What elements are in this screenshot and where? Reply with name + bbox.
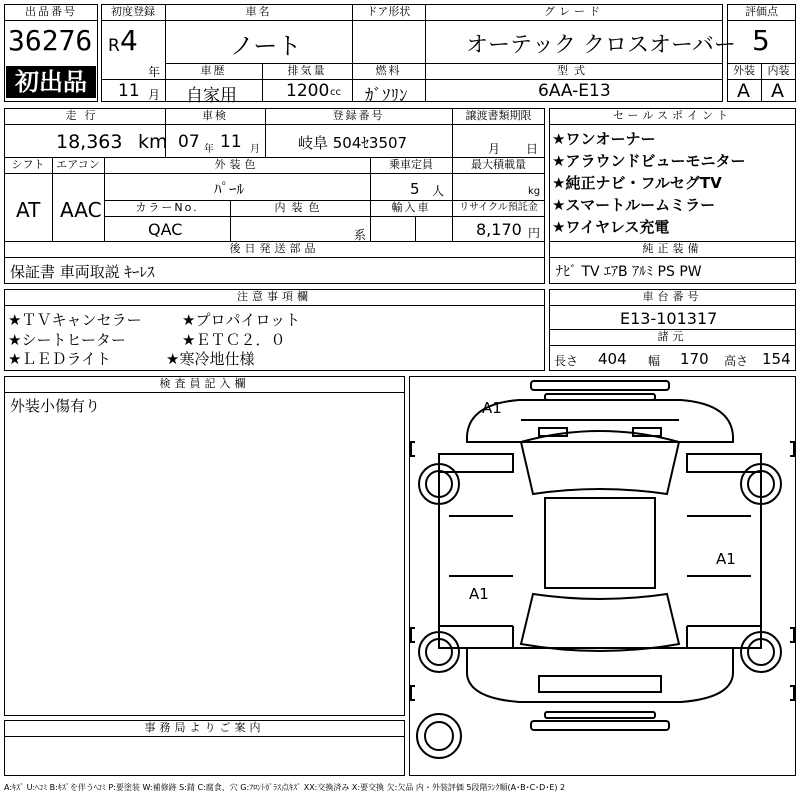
inspect-month: 11: [220, 132, 242, 152]
later-items: 保証書 車両取説 ｷｰﾚｽ: [10, 263, 155, 281]
lot-number: 36276: [8, 24, 93, 57]
name-header: 車名: [245, 5, 272, 18]
model: 6AA-E13: [538, 81, 611, 101]
sales-point-1: ★ワンオーナー: [552, 130, 656, 148]
load-unit: kg: [528, 186, 541, 197]
colorno-header: カラーNo.: [135, 201, 199, 214]
displacement: 1200: [286, 81, 330, 101]
length: 404: [598, 350, 627, 368]
damage-mark-right: A1: [716, 550, 736, 568]
shift: AT: [16, 198, 41, 222]
equip-header: 純正装備: [642, 242, 703, 255]
notes-header: 注意事項欄: [237, 290, 312, 303]
disp-header: 排気量: [287, 64, 327, 77]
lot-header: 出品番号: [25, 5, 77, 18]
inspect-header: 車検: [202, 109, 228, 122]
inspector-comment: 外装小傷有り: [10, 397, 101, 415]
transfer-month-unit: 月: [488, 142, 501, 156]
color: ﾊﾟｰﾙ: [214, 180, 245, 198]
transfer-header: 譲渡書類期限: [465, 109, 532, 122]
car-name: ノート: [230, 32, 302, 60]
ext-grade: A: [737, 80, 750, 102]
legend: A:ｷｽﾞ U:ﾍｺﾐ B:ｷｽﾞを伴うﾍｺﾐ P:要塗装 W:補修跡 S:錆 C:腐食、穴 G:ﾌﾛﾝﾄｶﾞﾗｽ点ｷｽﾞ XX:交換済み X:要交換 欠:欠品 内・外装評価 5段階ﾗﾝｸ順(A･B･C･D･E) 2: [4, 783, 566, 792]
inspector-box: [4, 376, 405, 716]
note-2a: ★シートヒーター: [8, 331, 126, 349]
note-1a: ★ＴＶキャンセラー: [8, 311, 142, 329]
note-3b: ★寒冷地仕様: [166, 350, 255, 368]
int-grade: A: [771, 80, 784, 102]
color-header: 外装色: [214, 158, 260, 171]
length-label: 長さ: [554, 354, 579, 368]
seats-header: 乗車定員: [389, 158, 433, 171]
shift-header: シフト: [11, 158, 45, 171]
sales-point-4: ★スマートルームミラー: [552, 196, 716, 214]
recycle-header: リサイクル預託金: [459, 202, 538, 213]
history: 自家用: [186, 86, 237, 106]
disp-unit: cc: [330, 87, 341, 98]
first-listing-badge: 初出品: [6, 66, 96, 98]
transfer-day-unit: 日: [526, 142, 539, 156]
sales-point-3: ★純正ナビ・フルセグTV: [552, 174, 722, 192]
reg-number: 岐阜 504ｾ3507: [298, 134, 408, 152]
reg-header: 登録番号: [332, 109, 385, 122]
intcolor-unit: 系: [354, 228, 367, 242]
inspect-year: 07: [178, 132, 200, 152]
ac: AAC: [60, 198, 102, 222]
fuel-header: 燃料: [375, 64, 402, 77]
mileage: 18,363: [56, 131, 123, 153]
recycle-unit: 円: [528, 226, 541, 240]
car-diagram: [409, 376, 796, 776]
score-header: 評価点: [745, 5, 778, 18]
later-header: 後日発送部品: [229, 242, 320, 255]
import-header: 輸入車: [391, 201, 431, 214]
intcolor-header: 内装色: [274, 201, 326, 214]
ac-header: エアコン: [56, 158, 100, 171]
note-2b: ★ＥＴＣ２．０: [182, 331, 286, 349]
history-header: 車歴: [200, 64, 227, 77]
sales-point-5: ★ワイヤレス充電: [552, 218, 670, 236]
mileage-unit: km: [138, 131, 168, 153]
width-label: 幅: [648, 354, 661, 368]
score: 5: [752, 24, 770, 57]
reg-month-unit: 月: [148, 88, 161, 102]
load-header: 最大積載量: [471, 158, 526, 171]
note-3a: ★ＬＥＤライト: [8, 350, 111, 368]
first-reg-header: 初度登録: [111, 5, 155, 18]
inspector-header: 検査員記入欄: [159, 377, 250, 390]
era: R: [108, 36, 120, 56]
sales-header: セールスポイント: [612, 109, 732, 122]
seats: 5: [410, 180, 420, 198]
equipment: ﾅﾋﾞ TV ｴｱB ｱﾙﾐ PS PW: [556, 264, 702, 280]
seats-unit: 人: [432, 184, 445, 198]
grade: オーテック クロスオーバー: [466, 33, 736, 58]
inspect-month-unit: 月: [250, 144, 260, 155]
reg-year-unit: 年: [148, 65, 161, 79]
inspect-year-unit: 年: [204, 144, 214, 155]
fuel: ｶﾞｿﾘﾝ: [365, 86, 408, 106]
mileage-header: 走行: [65, 109, 104, 122]
reg-month: 11: [118, 81, 140, 101]
chassis-number: E13-101317: [620, 309, 718, 328]
color-no: QAC: [148, 220, 183, 239]
office-header: 事務局よりご案内: [144, 721, 265, 734]
reg-year: 4: [120, 24, 138, 57]
note-1b: ★プロパイロット: [182, 311, 301, 329]
damage-mark-left: A1: [469, 585, 489, 603]
grade-header: グレード: [544, 5, 604, 18]
recycle: 8,170: [476, 220, 522, 239]
height: 154: [762, 350, 791, 368]
sales-point-2: ★アラウンドビューモニター: [552, 152, 746, 170]
ext-header: 外装: [733, 64, 755, 77]
damage-mark-front: A1: [482, 399, 502, 417]
model-header: 型式: [557, 64, 591, 77]
door-header: ドア形状: [366, 5, 411, 18]
width: 170: [680, 350, 709, 368]
chassis-header: 車台番号: [642, 290, 703, 303]
height-label: 高さ: [724, 354, 749, 368]
specs-header: 諸元: [657, 330, 688, 343]
int-header: 内装: [767, 64, 790, 77]
